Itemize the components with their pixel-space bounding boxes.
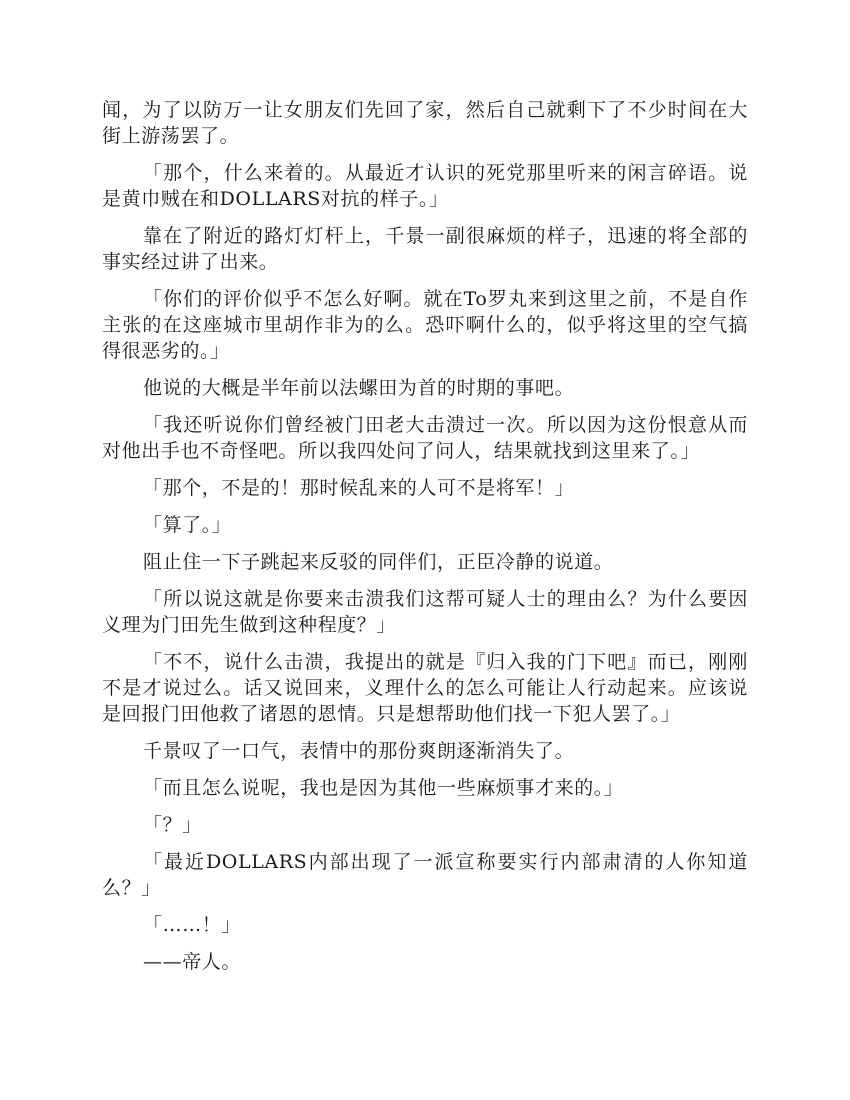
- paragraph: 千景叹了一口气，表情中的那份爽朗逐渐消失了。: [143, 740, 575, 762]
- paragraph: 「？」: [143, 814, 202, 836]
- paragraph: 「你们的评价似乎不怎么好啊。就在To罗丸来到这里之前，不是自作主张的在这座城市里胡作非为的么。恐吓啊什么的，似乎将这里的空气搞得很恶劣的。」: [102, 288, 748, 362]
- paragraph: 「我还听说你们曾经被门田老大击溃过一次。所以因为这份恨意从而对他出手也不奇怪吧。所以我四处问了问人，结果就找到这里来了。」: [102, 414, 748, 462]
- paragraph: 靠在了附近的路灯灯杆上，千景一副很麻烦的样子，迅速的将全部的事实经过讲了出来。: [102, 225, 748, 273]
- paragraph: 闻，为了以防万一让女朋友们先回了家，然后自己就剩下了不少时间在大街上游荡罢了。: [102, 99, 748, 147]
- paragraph: 「那个，不是的！那时候乱来的人可不是将军！」: [143, 477, 575, 499]
- paragraph: 「算了。」: [143, 514, 232, 536]
- paragraph: 他说的大概是半年前以法螺田为首的时期的事吧。: [143, 377, 575, 399]
- document-body: [102, 97, 748, 986]
- paragraph: 「那个，什么来着的。从最近才认识的死党那里听来的闲言碎语。说是黄巾贼在和DOLLARS对抗的样子。」: [102, 162, 748, 210]
- paragraph: 「而且怎么说呢，我也是因为其他一些麻烦事才来的。」: [143, 777, 624, 799]
- paragraph: 阻止住一下子跳起来反驳的同伴们，正臣冷静的说道。: [143, 551, 614, 573]
- paragraph: 「不不，说什么击溃，我提出的就是『归入我的门下吧』而已，刚刚不是才说过么。话又说回来，义理什么的怎么可能让人行动起来。应该说是回报门田他救了诸恩的恩情。只是想帮助他们找一下犯人罢了。」: [102, 651, 748, 725]
- paragraph: 「所以说这就是你要来击溃我们这帮可疑人士的理由么？为什么要因义理为门田先生做到这种程度？」: [102, 588, 748, 636]
- paragraph: 「最近DOLLARS内部出现了一派宣称要实行内部肃清的人你知道么？」: [102, 851, 748, 899]
- paragraph: 「……！」: [143, 914, 242, 936]
- paragraph: ——帝人。: [143, 951, 242, 973]
